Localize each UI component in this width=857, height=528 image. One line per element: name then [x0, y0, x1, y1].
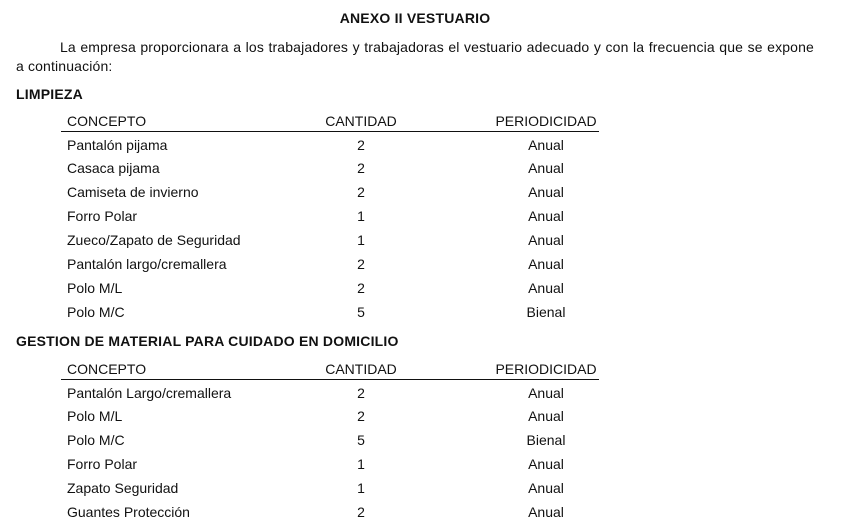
table-row: [61, 155, 599, 179]
cell-cantidad: 5: [357, 432, 365, 448]
table-row: [61, 499, 599, 523]
cell-concepto: Forro Polar: [67, 208, 138, 224]
cell-periodicidad: Anual: [528, 408, 564, 424]
cell-concepto: Zapato Seguridad: [67, 480, 179, 496]
cell-periodicidad: Anual: [528, 456, 564, 472]
cell-periodicidad: Bienal: [526, 304, 566, 320]
table-row: [61, 227, 599, 251]
cell-concepto: Pantalón Largo/cremallera: [67, 385, 232, 401]
cell-periodicidad: Anual: [528, 385, 564, 401]
cell-cantidad: 2: [357, 408, 365, 424]
cell-concepto: Pantalón largo/cremallera: [67, 256, 227, 272]
table-header: [61, 111, 599, 132]
table-row: [61, 299, 599, 323]
table-row: [61, 251, 599, 275]
cell-concepto: Polo M/C: [67, 304, 125, 320]
cell-concepto: Polo M/L: [67, 408, 123, 424]
cell-concepto: Forro Polar: [67, 456, 138, 472]
cell-periodicidad: Bienal: [526, 432, 566, 448]
cell-periodicidad: Anual: [528, 280, 564, 296]
table-row: [61, 451, 599, 475]
cell-periodicidad: Anual: [528, 480, 564, 496]
table-row: [61, 427, 599, 451]
cell-cantidad: 2: [357, 504, 365, 520]
section-title-limpieza: LIMPIEZA: [16, 86, 83, 102]
section-title-gestion-material: GESTION DE MATERIAL PARA CUIDADO EN DOMICILIO: [16, 333, 399, 349]
header-concepto: CONCEPTO: [67, 113, 147, 129]
table-row: [61, 132, 599, 155]
cell-concepto: Polo M/L: [67, 280, 123, 296]
cell-cantidad: 1: [357, 232, 365, 248]
table-header: [61, 359, 599, 380]
header-periodicidad: PERIODICIDAD: [495, 361, 597, 377]
cell-cantidad: 1: [357, 208, 365, 224]
cell-cantidad: 2: [357, 280, 365, 296]
cell-cantidad: 2: [357, 184, 365, 200]
intro-paragraph: La empresa proporcionara a los trabajadores y trabajadoras el vestuario adecuado y con la frecuencia que se expone a continuación:: [16, 39, 814, 74]
cell-cantidad: 2: [357, 256, 365, 272]
cell-concepto: Polo M/C: [67, 432, 125, 448]
cell-cantidad: 5: [357, 304, 365, 320]
cell-periodicidad: Anual: [528, 184, 564, 200]
document-title: ANEXO II VESTUARIO: [339, 10, 491, 26]
cell-cantidad: 2: [357, 137, 365, 153]
table-row: [61, 475, 599, 499]
cell-cantidad: 2: [357, 385, 365, 401]
table-limpieza: [61, 111, 599, 323]
table-row: [61, 403, 599, 427]
cell-periodicidad: Anual: [528, 208, 564, 224]
header-periodicidad: PERIODICIDAD: [495, 113, 597, 129]
table-row: [61, 179, 599, 203]
cell-periodicidad: Anual: [528, 160, 564, 176]
cell-periodicidad: Anual: [528, 256, 564, 272]
cell-concepto: Guantes Protección: [67, 504, 190, 520]
cell-concepto: Camiseta de invierno: [67, 184, 199, 200]
table-row: [61, 203, 599, 227]
cell-periodicidad: Anual: [528, 137, 564, 153]
header-cantidad: CANTIDAD: [325, 113, 397, 129]
cell-concepto: Casaca pijama: [67, 160, 160, 176]
cell-concepto: Pantalón pijama: [67, 137, 168, 153]
table-row: [61, 380, 599, 403]
table-row: [61, 275, 599, 299]
cell-periodicidad: Anual: [528, 232, 564, 248]
cell-periodicidad: Anual: [528, 504, 564, 520]
header-cantidad: CANTIDAD: [325, 361, 397, 377]
cell-concepto: Zueco/Zapato de Seguridad: [67, 232, 241, 248]
table-gestion-material: [61, 359, 599, 523]
cell-cantidad: 1: [357, 480, 365, 496]
cell-cantidad: 2: [357, 160, 365, 176]
cell-cantidad: 1: [357, 456, 365, 472]
header-concepto: CONCEPTO: [67, 361, 147, 377]
